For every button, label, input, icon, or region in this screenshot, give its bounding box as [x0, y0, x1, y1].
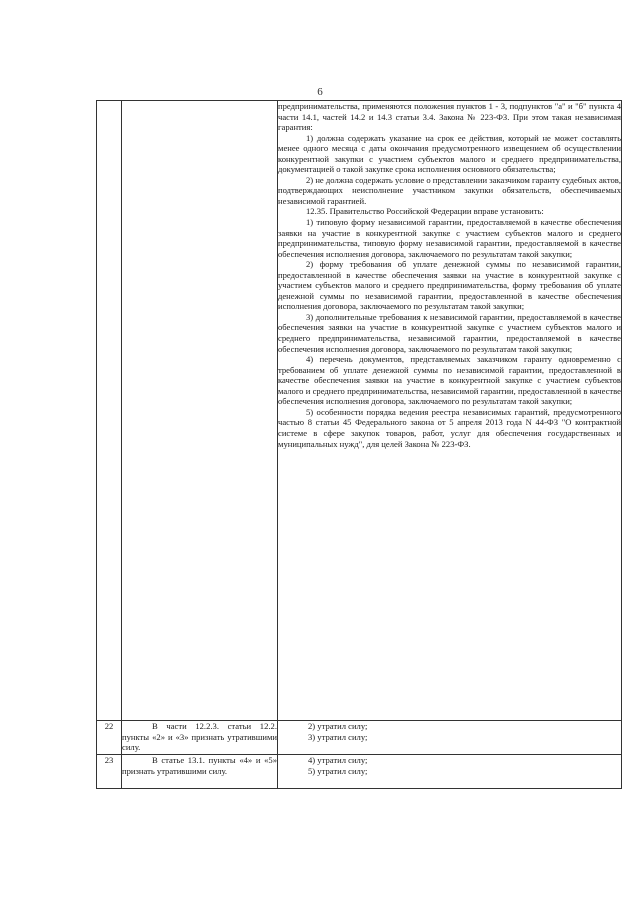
list-item: 4) утратил силу;	[308, 755, 368, 765]
amendment-text	[278, 721, 622, 755]
paragraph: 1) должна содержать указание на срок ее действия, который не может составлять менее одного месяца с даты окончания предусмотренного извещением об осуществлении конкурентной закупки с участием субъектов малого и среднего предпринимательства, документацией о такой закупке срока исполнения основного обязательства;	[278, 132, 621, 175]
amendment-instruction: В части 12.2.3. статьи 12.2. пункты «2» и «3» признать утратившими силу.	[122, 721, 278, 755]
amendment-text	[278, 101, 622, 721]
row-number	[97, 101, 122, 721]
table-row	[97, 755, 622, 789]
amendment-instruction: В статье 13.1. пункты «4» и «5» признать утратившими силу.	[122, 755, 278, 789]
paragraph: 12.35. Правительство Российской Федерации вправе установить:	[306, 206, 544, 217]
amendment-text	[278, 755, 622, 789]
list-item: 5) утратил силу;	[308, 765, 368, 776]
paragraph: 2) форму требования об уплате денежной суммы по независимой гарантии, предоставленной в качестве обеспечения заявки на участие в конкурентной закупке с участием субъектов малого и среднего предпринимательства, форму требования об уплате денежной суммы по независимой гарантии, предоставленной в качестве обеспечения исполнения договора, заключаемого по результатам такой закупки;	[278, 259, 621, 312]
paragraph: 5) особенности порядка ведения реестра независимых гарантий, предусмотренного частью 8 статьи 45 Федерального закона от 5 апреля 2013 года N 44-ФЗ "О контрактной системе в сфере закупок товаров, работ, услуг для обеспечения государственных и муниципальных нужд", для целей Закона № 223-ФЗ.	[278, 406, 621, 449]
amendments-table	[96, 100, 622, 789]
paragraph: 2) не должна содержать условие о представлении заказчиком гаранту судебных актов, подтверждающих неисполнение участником закупки обязательств, обеспечиваемых независимой гарантией.	[278, 174, 621, 206]
list-item: 3) утратил силу;	[308, 731, 368, 742]
paragraph: предпринимательства, применяются положения пунктов 1 - 3, подпунктов "а" и "б" пункта 4 части 14.1, частей 14.2 и 14.3 статьи 3.4. Закона № 223-ФЗ. При этом такая независимая гарантия:	[278, 101, 621, 133]
paragraph: 1) типовую форму независимой гарантии, предоставляемой в качестве обеспечения заявки на участие в конкурентной закупке с участием субъектов малого и среднего предпринимательства, типовую форму независимой гарантии, предоставляемой в качестве обеспечения исполнения договора, заключаемого по результатам такой закупки;	[278, 217, 621, 259]
paragraph: 4) перечень документов, представляемых заказчиком гаранту одновременно с требованием об уплате денежной суммы по независимой гарантии, предоставленной в качестве обеспечения заявки на участие в конкурентной закупке с участием субъектов малого и среднего предпринимательства, независимой гарантии, предоставленной в качестве обеспечения исполнения договора, заключаемого по результатам такой закупки;	[278, 354, 621, 407]
page-number: 6	[317, 86, 323, 98]
row-number: 23	[97, 755, 122, 789]
amendment-instruction	[122, 101, 278, 721]
continuation-row	[97, 101, 622, 721]
paragraph: 3) дополнительные требования к независимой гарантии, предоставляемой в качестве обеспечения заявки на участие в конкурентной закупке с участием субъектов малого и среднего предпринимательства, независимой гарантии, предоставляемой в качестве обеспечения исполнения договора, заключаемого по результатам такой закупки;	[278, 311, 621, 354]
row-number: 22	[97, 721, 122, 755]
list-item: 2) утратил силу;	[308, 721, 368, 731]
table-row	[97, 721, 622, 755]
